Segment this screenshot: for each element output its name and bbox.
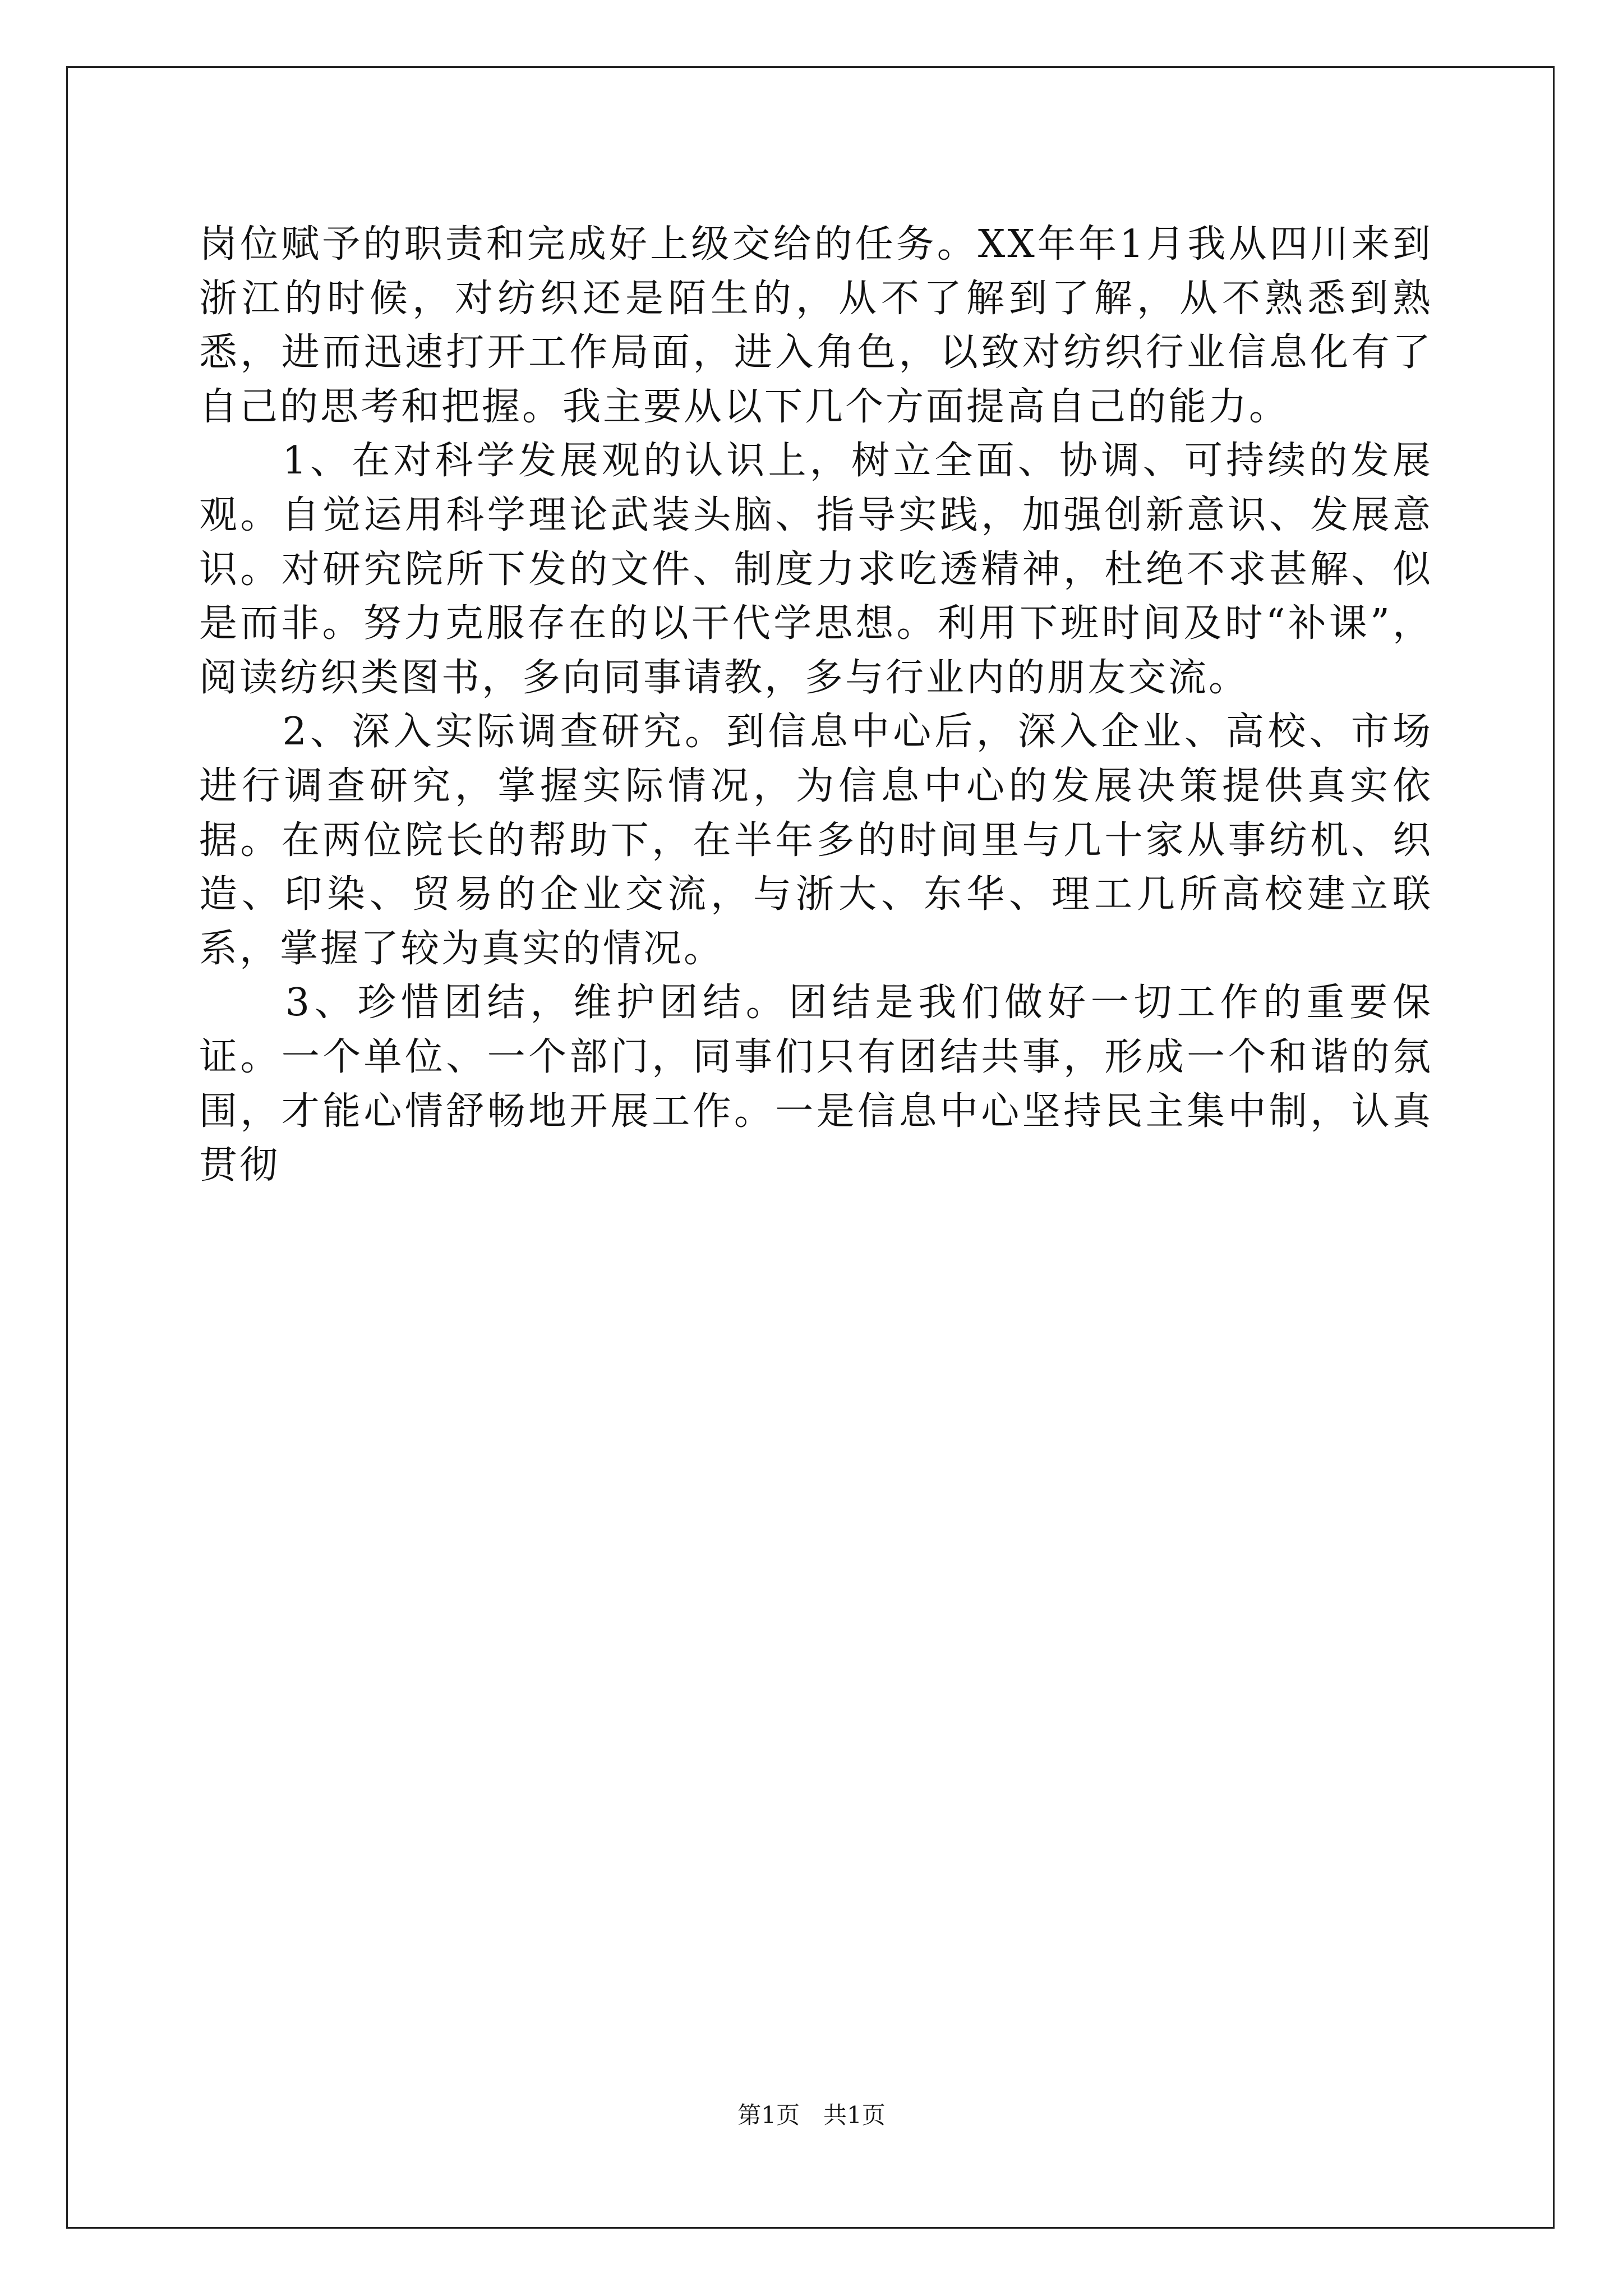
paragraph-2: 1、在对科学发展观的认识上，树立全面、协调、可持续的发展观。自觉运用科学理论武装头脑、指导实践，加强创新意识、发展意识。对研究院所下发的文件、制度力求吃透精神，杜绝不求甚解、似是而非。努力克服存在的以干代学思想。利用下班时间及时“补课”，阅读纺织类图书，多向同事请教，多与行业内的朋友交流。 <box>199 439 1433 700</box>
page-footer: 第1页 共1页 <box>737 2101 886 2129</box>
paragraph-4: 3、珍惜团结，维护团结。团结是我们做好一切工作的重要保证。一个单位、一个部门，同事们只有团结共事，形成一个和谐的氛围，才能心情舒畅地开展工作。一是信息中心坚持民主集中制，认真贯彻 <box>199 981 1433 1188</box>
document-body <box>199 218 1433 1193</box>
paragraph-3: 2、深入实际调查研究。到信息中心后，深入企业、高校、市场进行调查研究，掌握实际情况，为信息中心的发展决策提供真实依据。在两位院长的帮助下，在半年多的时间里与几十家从事纺机、织造、印染、贸易的企业交流，与浙大、东华、理工几所高校建立联系，掌握了较为真实的情况。 <box>199 710 1433 971</box>
paragraph-1: 岗位赋予的职责和完成好上级交给的任务。XX年年1月我从四川来到浙江的时候，对纺织还是陌生的，从不了解到了解，从不熟悉到熟悉，进而迅速打开工作局面，进入角色，以致对纺织行业信息化有了自己的思考和把握。我主要从以下几个方面提高自己的能力。 <box>199 222 1433 429</box>
